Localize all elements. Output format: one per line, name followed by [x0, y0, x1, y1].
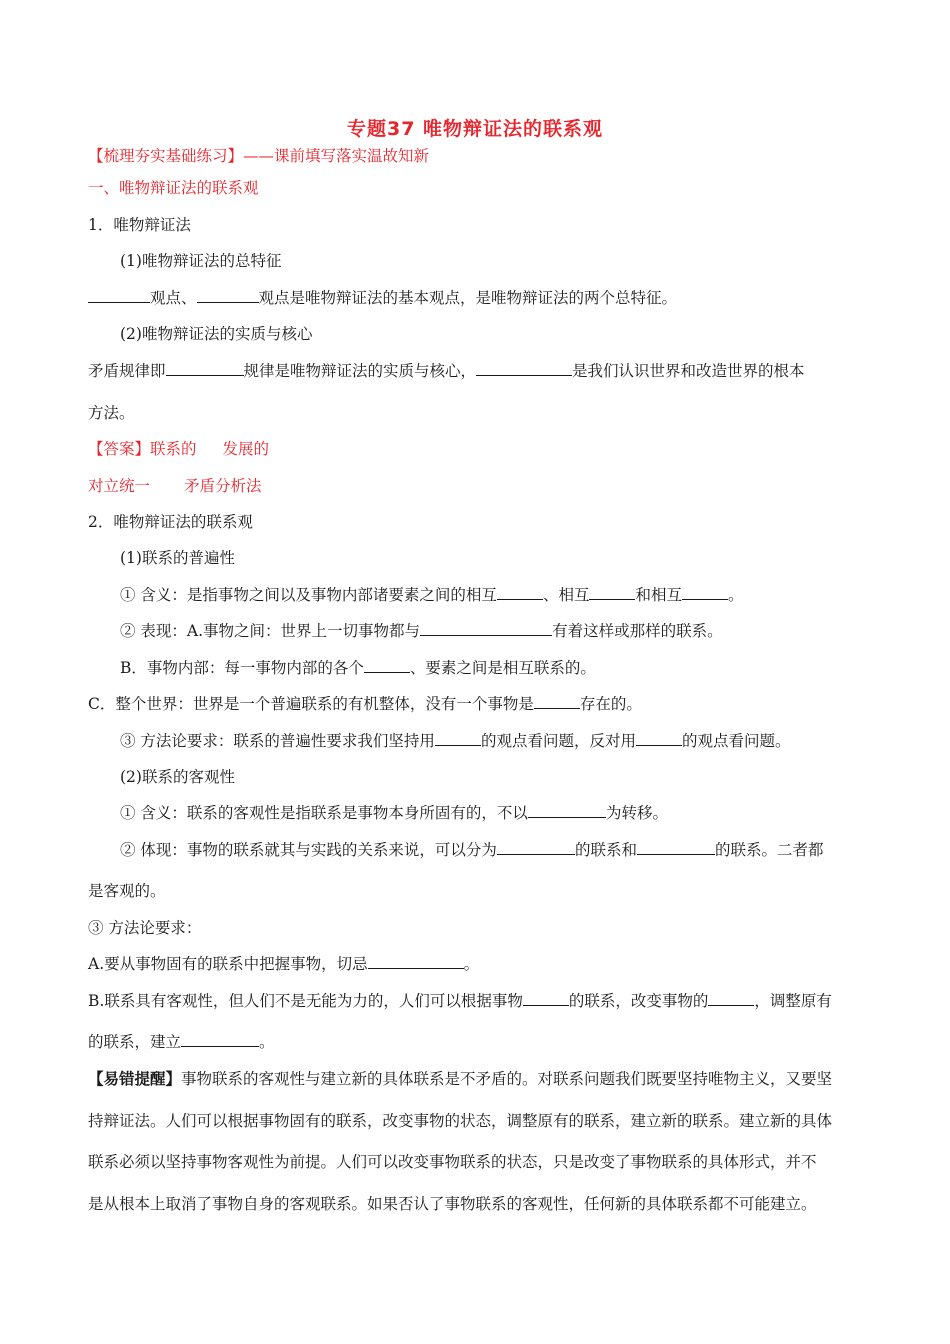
subheading-1-2: (2)唯物辩证法的实质与核心 [120, 325, 313, 343]
fill-blank[interactable] [637, 840, 715, 855]
item-manifestation: ② 表现：A.事物之间：世界上一切事物都与 有着这样或那样的联系。 [120, 622, 723, 640]
answer-label: 【答案】 [88, 440, 151, 458]
fill-blank[interactable] [368, 954, 464, 969]
fill-blank[interactable] [636, 731, 682, 746]
fill-blank[interactable] [497, 585, 543, 600]
tip-label: 【易错提醒】 [88, 1069, 182, 1088]
heading-1: 1．唯物辩证法 [88, 216, 191, 234]
fill-blank[interactable] [420, 621, 552, 636]
fill-blank[interactable] [166, 361, 244, 376]
subtitle-text: ——课前填写落实温故知新 [243, 147, 430, 165]
fill-blank[interactable] [497, 840, 575, 855]
fill-blank[interactable] [682, 585, 728, 600]
subheading-2-1: (1)联系的普遍性 [120, 549, 235, 567]
fill-blank[interactable] [88, 288, 150, 303]
subheading-2-2: (2)联系的客观性 [120, 768, 235, 786]
paragraph-1-2-cont: 方法。 [88, 404, 135, 422]
item-objective-meaning: ① 含义：联系的客观性是指联系是事物本身所固有的，不以 为转移。 [120, 804, 668, 822]
paragraph-1-2: 矛盾规律即 规律是唯物辩证法的实质与核心， 是我们认识世界和改造世界的根本 [88, 362, 805, 380]
page-title: 专题37 唯物辩证法的联系观 [346, 118, 604, 140]
fill-blank[interactable] [708, 991, 754, 1006]
heading-2: 2．唯物辩证法的联系观 [88, 513, 253, 531]
subtitle-bracket: 【梳理夯实基础练习】 [88, 147, 244, 165]
fill-blank[interactable] [476, 361, 572, 376]
subheading-1-1: (1)唯物辩证法的总特征 [120, 252, 282, 270]
item-objective-embodiment-cont: 是客观的。 [88, 882, 166, 900]
fill-blank[interactable] [435, 731, 481, 746]
tip-line-4: 是从根本上取消了事物自身的客观联系。如果否认了事物联系的客观性，任何新的具体联系都不可能建立。 [88, 1195, 817, 1213]
subtitle [88, 146, 864, 166]
item-world: C．整个世界：世界是一个普遍联系的有机整体，没有一个事物是 存在的。 [88, 695, 642, 713]
tip-line-3: 联系必须以坚持事物客观性为前提。人们可以改变事物联系的状态，只是改变了事物联系的具体形式，并不 [88, 1153, 817, 1171]
fill-blank[interactable] [523, 991, 569, 1006]
paragraph-1-1: 观点、 观点是唯物辩证法的基本观点，是唯物辩证法的两个总特征。 [88, 288, 864, 308]
tip-line-2: 持辩证法。人们可以根据事物固有的联系，改变事物的状态，调整原有的联系，建立新的联系。建立新的具体 [88, 1112, 833, 1130]
fill-blank[interactable] [528, 803, 606, 818]
tip-line-1: 【易错提醒】事物联系的客观性与建立新的具体联系是不矛盾的。对联系问题我们既要坚持唯物主义，又要坚 [88, 1069, 833, 1088]
item-objective-method-a: A.要从事物固有的联系中把握事物，切忌 。 [88, 955, 480, 973]
item-objective-method: ③ 方法论要求： [88, 919, 202, 937]
fill-blank[interactable] [364, 658, 410, 673]
item-objective-method-b-cont: 的联系，建立 。 [88, 1033, 275, 1051]
fill-blank[interactable] [534, 694, 580, 709]
answer-block-2: 对立统一 矛盾分析法 [88, 477, 262, 495]
item-internal: B．事物内部：每一事物内部的各个 、要素之间是相互联系的。 [120, 659, 596, 677]
fill-blank[interactable] [181, 1032, 259, 1047]
section-heading: 一、唯物辩证法的联系观 [88, 179, 259, 197]
fill-blank[interactable] [589, 585, 635, 600]
item-objective-embodiment: ② 体现：事物的联系就其与实践的关系来说，可以分为 的联系和 的联系。二者都 [120, 841, 824, 859]
fill-blank[interactable] [197, 288, 259, 303]
item-method: ③ 方法论要求：联系的普遍性要求我们坚持用 的观点看问题，反对用 的观点看问题。 [120, 732, 791, 750]
item-objective-method-b: B.联系具有客观性，但人们不是无能为力的，人们可以根据事物 的联系，改变事物的 ，调整原有 [88, 992, 832, 1010]
item-meaning: ① 含义：是指事物之间以及事物内部诸要素之间的相互 、相互 和相互 。 [120, 586, 744, 604]
answer-block: 【答案】联系的 发展的 [88, 440, 270, 458]
